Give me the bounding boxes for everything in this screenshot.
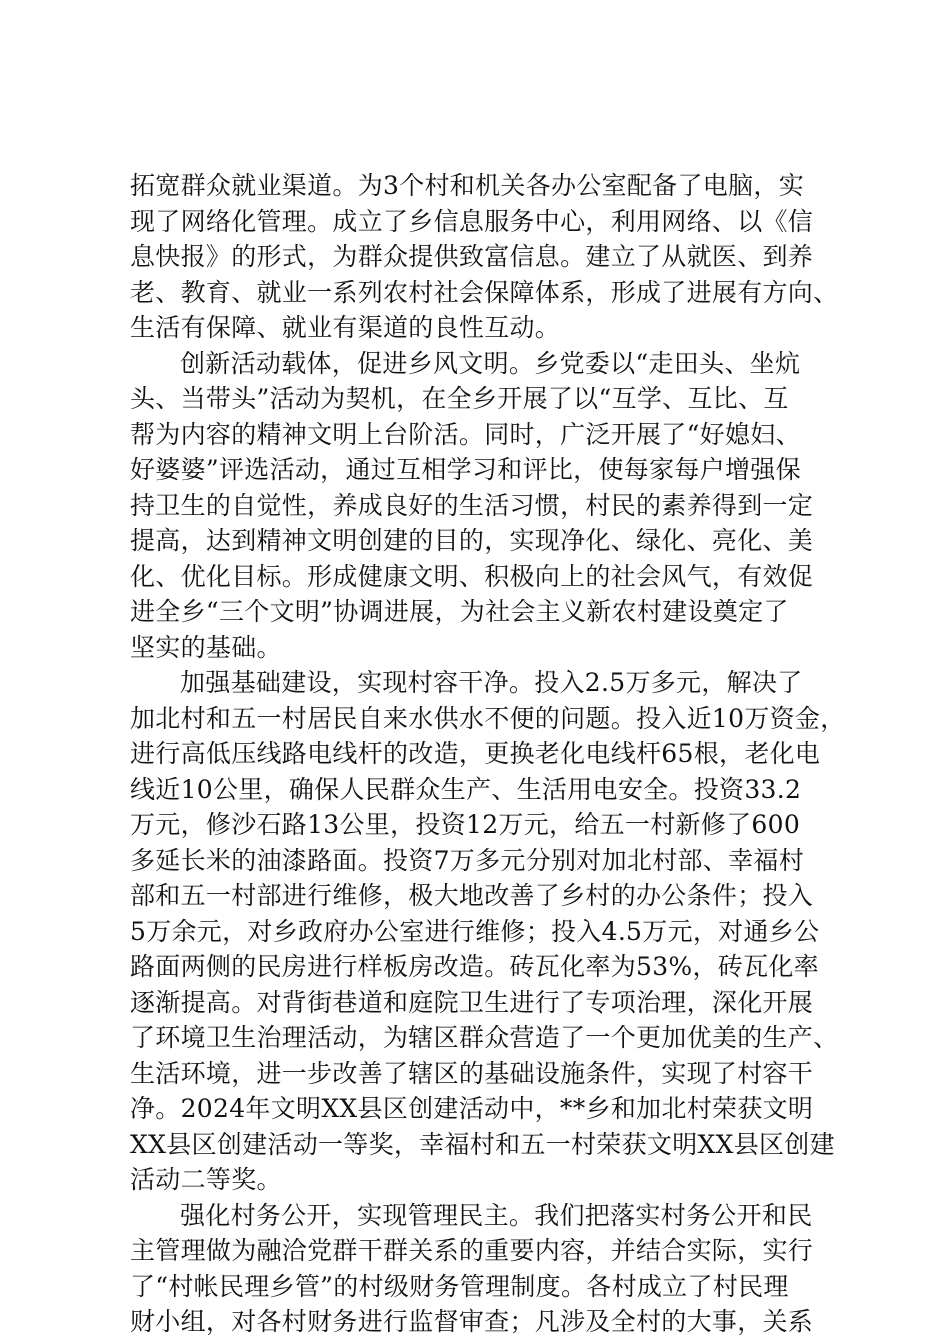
text-line: 了环境卫生治理活动，为辖区群众营造了一个更加优美的生产、: [130, 1023, 839, 1052]
paragraph-first-line: 加强基础建设，实现村容干净。投入2.5万多元，解决了: [180, 668, 803, 697]
text-line: 帮为内容的精神文明上台阶活。同时，广泛开展了“好媳妇、: [130, 419, 801, 449]
text-line: 提高，达到精神文明创建的目的，实现净化、绿化、亮化、美: [130, 526, 814, 555]
text-line: 逐渐提高。对背街巷道和庭院卫生进行了专项治理，深化开展: [130, 987, 814, 1017]
body-text: [130, 168, 846, 1340]
text-line: 化、优化目标。形成健康文明、积极向上的社会风气，有效促: [130, 561, 814, 591]
text-line: 财小组，对各村财务进行监督审查；凡涉及全村的大事，关系: [130, 1307, 814, 1336]
text-line: 5万余元，对乡政府办公室进行维修；投入4.5万元，对通乡公: [130, 916, 820, 946]
text-line: 头、当带头”活动为契机，在全乡开展了以“互学、互比、互: [130, 384, 789, 413]
text-line: 部和五一村部进行维修，极大地改善了乡村的办公条件；投入: [130, 881, 814, 910]
text-line: 活动二等奖。: [130, 1165, 282, 1194]
text-line: 持卫生的自觉性，养成良好的生活习惯，村民的素养得到一定: [130, 490, 814, 520]
text-line: 老、教育、就业一系列农村社会保障体系，形成了进展有方向、: [130, 277, 839, 307]
text-line: 路面两侧的民房进行样板房改造。砖瓦化率为53%，砖瓦化率: [130, 952, 819, 981]
text-line: 净。2024年文明XX县区创建活动中，**乡和加北村荣获文明: [130, 1094, 814, 1123]
text-line: 息快报》的形式，为群众提供致富信息。建立了从就医、到养: [130, 242, 814, 271]
text-line: 了“村帐民理乡管”的村级财务管理制度。各村成立了村民理: [130, 1271, 789, 1301]
text-line: 多延长米的油漆路面。投资7万多元分别对加北村部、幸福村: [130, 845, 805, 875]
text-line: 进全乡“三个文明”协调进展，为社会主义新农村建设奠定了: [130, 597, 789, 626]
text-line: 生活环境，进一步改善了辖区的基础设施条件，实现了村容干: [130, 1058, 814, 1088]
text-line: 好婆婆”评选活动，通过互相学习和评比，使每家每户增强保: [130, 455, 801, 484]
paragraph-first-line: 强化村务公开，实现管理民主。我们把落实村务公开和民: [180, 1200, 813, 1230]
text-line: 现了网络化管理。成立了乡信息服务中心，利用网络、以《信: [130, 206, 814, 236]
text-line: 线近10公里，确保人民群众生产、生活用电安全。投资33.2: [130, 774, 802, 804]
text-line: 主管理做为融洽党群干群关系的重要内容，并结合实际，实行: [130, 1236, 814, 1265]
text-line: 拓宽群众就业渠道。为3个村和机关各办公室配备了电脑，实: [130, 171, 805, 200]
text-line: 进行高低压线路电线杆的改造，更换老化电线杆65根，老化电: [130, 739, 821, 768]
text-line: 生活有保障、就业有渠道的良性互动。: [130, 313, 561, 342]
text-line: 万元，修沙石路13公里，投资12万元，给五一村新修了600: [130, 810, 801, 839]
text-line: 加北村和五一村居民自来水供水不便的问题。投入近10万资金，: [130, 703, 846, 733]
paragraph-first-line: 创新活动载体，促进乡风文明。乡党委以“走田头、坐炕: [180, 348, 801, 378]
text-line: 坚实的基础。: [130, 632, 282, 662]
text-line: XX县区创建活动一等奖，幸福村和五一村荣获文明XX县区创建: [130, 1129, 835, 1159]
